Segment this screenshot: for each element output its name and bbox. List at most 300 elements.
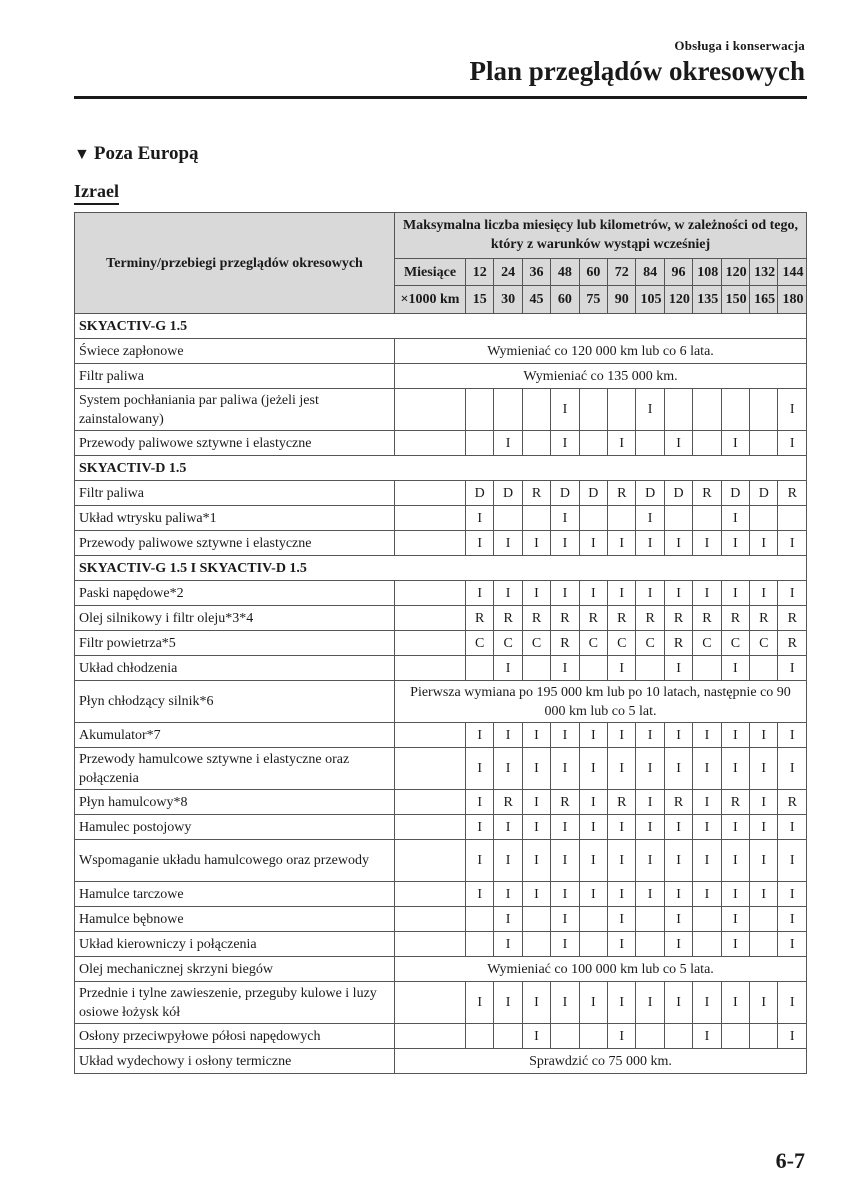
schedule-cell: I <box>551 531 579 556</box>
schedule-cell: D <box>466 481 494 506</box>
schedule-cell <box>579 389 607 431</box>
schedule-cell: R <box>522 606 550 631</box>
schedule-cell: I <box>664 531 692 556</box>
sub-heading: Izrael <box>74 180 119 205</box>
schedule-cell <box>522 389 550 431</box>
schedule-cell: I <box>522 815 550 840</box>
schedule-cell: I <box>636 723 664 748</box>
month-header: 96 <box>664 258 692 286</box>
schedule-cell: I <box>551 581 579 606</box>
schedule-cell: I <box>721 581 749 606</box>
schedule-cell <box>721 389 749 431</box>
km-header: 30 <box>494 286 522 314</box>
schedule-cell: I <box>664 882 692 907</box>
schedule-cell: I <box>750 723 778 748</box>
schedule-cell: I <box>693 581 721 606</box>
schedule-cell: I <box>466 531 494 556</box>
schedule-cell: I <box>466 815 494 840</box>
schedule-cell: R <box>664 790 692 815</box>
schedule-cell: I <box>664 932 692 957</box>
schedule-cell: I <box>608 581 636 606</box>
table-row <box>75 982 807 1024</box>
schedule-cell: I <box>636 748 664 790</box>
schedule-cell <box>579 907 607 932</box>
schedule-cell: I <box>636 882 664 907</box>
schedule-cell <box>750 932 778 957</box>
month-header: 60 <box>579 258 607 286</box>
item-name: Filtr paliwa <box>75 364 395 389</box>
schedule-cell: I <box>778 815 807 840</box>
group-row <box>75 314 807 339</box>
schedule-body <box>75 314 807 1074</box>
empty-cell <box>395 506 466 531</box>
schedule-cell <box>750 656 778 681</box>
schedule-cell: I <box>494 431 522 456</box>
schedule-cell <box>466 389 494 431</box>
schedule-cell: I <box>608 815 636 840</box>
schedule-cell <box>664 389 692 431</box>
table-row <box>75 815 807 840</box>
schedule-cell: I <box>664 581 692 606</box>
schedule-cell: D <box>494 481 522 506</box>
schedule-cell: I <box>579 882 607 907</box>
schedule-cell: R <box>579 606 607 631</box>
schedule-cell <box>522 932 550 957</box>
empty-cell <box>395 790 466 815</box>
schedule-cell: I <box>608 982 636 1024</box>
schedule-cell: I <box>778 581 807 606</box>
table-row <box>75 840 807 882</box>
schedule-cell: D <box>579 481 607 506</box>
schedule-cell: I <box>693 723 721 748</box>
schedule-cell: I <box>494 840 522 882</box>
schedule-cell <box>494 1024 522 1049</box>
group-label: SKYACTIV-G 1.5 I SKYACTIV-D 1.5 <box>75 556 807 581</box>
schedule-cell: R <box>693 606 721 631</box>
schedule-cell: I <box>664 431 692 456</box>
schedule-cell: I <box>494 723 522 748</box>
schedule-cell: I <box>778 1024 807 1049</box>
km-label: ×1000 km <box>395 286 466 314</box>
table-row <box>75 748 807 790</box>
schedule-cell <box>522 431 550 456</box>
schedule-cell <box>750 1024 778 1049</box>
schedule-cell: I <box>551 389 579 431</box>
schedule-cell: I <box>750 790 778 815</box>
schedule-cell <box>608 389 636 431</box>
table-row <box>75 389 807 431</box>
schedule-cell: I <box>494 748 522 790</box>
schedule-cell: I <box>608 932 636 957</box>
item-name: Układ wtrysku paliwa*1 <box>75 506 395 531</box>
schedule-cell: I <box>466 790 494 815</box>
schedule-cell: I <box>778 389 807 431</box>
schedule-cell: I <box>693 815 721 840</box>
table-row <box>75 681 807 723</box>
section-label: Obsługa i konserwacja <box>674 38 805 53</box>
table-row <box>75 932 807 957</box>
schedule-cell <box>466 1024 494 1049</box>
interval-note: Sprawdzić co 75 000 km. <box>395 1049 807 1074</box>
schedule-cell: I <box>579 815 607 840</box>
schedule-cell: D <box>721 481 749 506</box>
schedule-cell: C <box>636 631 664 656</box>
km-header: 150 <box>721 286 749 314</box>
month-header: 36 <box>522 258 550 286</box>
empty-cell <box>395 531 466 556</box>
schedule-cell: I <box>522 840 550 882</box>
schedule-cell: I <box>522 748 550 790</box>
schedule-cell: I <box>522 982 550 1024</box>
schedule-cell <box>693 656 721 681</box>
table-row <box>75 882 807 907</box>
schedule-cell: I <box>522 882 550 907</box>
month-header: 24 <box>494 258 522 286</box>
item-name: Olej silnikowy i filtr oleju*3*4 <box>75 606 395 631</box>
schedule-cell: I <box>522 531 550 556</box>
group-row <box>75 556 807 581</box>
item-name: System pochłaniania par paliwa (jeżeli jest zainstalowany) <box>75 389 395 431</box>
schedule-cell: R <box>721 606 749 631</box>
schedule-cell: I <box>466 506 494 531</box>
schedule-cell: I <box>664 815 692 840</box>
schedule-cell: D <box>750 481 778 506</box>
schedule-cell: I <box>750 882 778 907</box>
empty-cell <box>395 932 466 957</box>
schedule-cell <box>693 932 721 957</box>
schedule-cell: R <box>522 481 550 506</box>
schedule-cell: I <box>778 907 807 932</box>
schedule-cell <box>636 907 664 932</box>
schedule-cell <box>579 431 607 456</box>
schedule-cell: I <box>721 982 749 1024</box>
schedule-cell: I <box>608 723 636 748</box>
top-header: Maksymalna liczba miesięcy lub kilometrów, w zależności od tego, który z warunków wystąpi wcześniej <box>395 213 807 259</box>
item-name: Świece zapłonowe <box>75 339 395 364</box>
empty-cell <box>395 606 466 631</box>
schedule-cell: I <box>721 748 749 790</box>
schedule-cell: I <box>636 389 664 431</box>
schedule-cell <box>579 506 607 531</box>
schedule-cell: D <box>551 481 579 506</box>
empty-cell <box>395 815 466 840</box>
schedule-cell: I <box>778 840 807 882</box>
header-rule <box>74 96 807 99</box>
schedule-cell: I <box>721 882 749 907</box>
empty-cell <box>395 982 466 1024</box>
table-row <box>75 957 807 982</box>
table-row <box>75 431 807 456</box>
schedule-cell: I <box>608 656 636 681</box>
schedule-cell: I <box>636 982 664 1024</box>
schedule-cell: I <box>750 840 778 882</box>
page-number: 6-7 <box>775 1148 805 1173</box>
item-name: Hamulec postojowy <box>75 815 395 840</box>
empty-cell <box>395 431 466 456</box>
schedule-cell: I <box>608 840 636 882</box>
month-header: 120 <box>721 258 749 286</box>
page-title: Plan przeglądów okresowych <box>469 56 805 86</box>
schedule-cell: R <box>778 790 807 815</box>
empty-cell <box>395 481 466 506</box>
item-name: Układ chłodzenia <box>75 656 395 681</box>
schedule-cell: I <box>466 882 494 907</box>
empty-cell <box>395 723 466 748</box>
schedule-cell: I <box>778 882 807 907</box>
schedule-cell: I <box>721 506 749 531</box>
triangle-down-icon: ▼ <box>74 146 90 163</box>
schedule-cell: I <box>579 531 607 556</box>
km-header: 45 <box>522 286 550 314</box>
schedule-cell: I <box>693 982 721 1024</box>
empty-cell <box>395 631 466 656</box>
empty-cell <box>395 656 466 681</box>
schedule-cell: C <box>466 631 494 656</box>
schedule-cell <box>579 932 607 957</box>
empty-cell <box>395 1024 466 1049</box>
months-label: Miesiące <box>395 258 466 286</box>
month-header: 132 <box>750 258 778 286</box>
corner-label: Terminy/przebiegi przeglądów okresowych <box>75 213 395 314</box>
item-name: Przewody hamulcowe sztywne i elastyczne oraz połączenia <box>75 748 395 790</box>
schedule-cell <box>693 431 721 456</box>
schedule-cell: I <box>522 581 550 606</box>
schedule-cell: I <box>579 982 607 1024</box>
schedule-cell <box>466 932 494 957</box>
item-name: Przewody paliwowe sztywne i elastyczne <box>75 531 395 556</box>
schedule-cell <box>466 656 494 681</box>
km-header: 135 <box>693 286 721 314</box>
schedule-cell: R <box>778 606 807 631</box>
schedule-cell: R <box>551 790 579 815</box>
km-header: 180 <box>778 286 807 314</box>
schedule-cell: C <box>721 631 749 656</box>
header-row-top <box>75 213 807 259</box>
schedule-cell: I <box>579 581 607 606</box>
schedule-cell: I <box>750 815 778 840</box>
schedule-cell: I <box>494 982 522 1024</box>
schedule-cell: I <box>750 982 778 1024</box>
km-header: 105 <box>636 286 664 314</box>
schedule-cell <box>693 389 721 431</box>
schedule-cell: I <box>551 723 579 748</box>
schedule-cell: R <box>721 790 749 815</box>
month-header: 48 <box>551 258 579 286</box>
schedule-cell: I <box>664 748 692 790</box>
empty-cell <box>395 581 466 606</box>
schedule-cell: I <box>693 790 721 815</box>
schedule-cell: I <box>778 531 807 556</box>
table-row <box>75 656 807 681</box>
schedule-cell: I <box>664 656 692 681</box>
schedule-cell: I <box>551 748 579 790</box>
schedule-cell: R <box>664 631 692 656</box>
month-header: 72 <box>608 258 636 286</box>
schedule-cell: R <box>494 606 522 631</box>
schedule-cell: I <box>494 932 522 957</box>
schedule-cell: C <box>494 631 522 656</box>
schedule-cell <box>522 907 550 932</box>
schedule-cell: I <box>608 882 636 907</box>
table-row <box>75 606 807 631</box>
month-header: 12 <box>466 258 494 286</box>
table-row <box>75 790 807 815</box>
schedule-cell: C <box>608 631 636 656</box>
item-name: Układ kierowniczy i połączenia <box>75 932 395 957</box>
schedule-cell: I <box>494 882 522 907</box>
maintenance-schedule-table <box>74 212 807 1074</box>
schedule-cell <box>608 506 636 531</box>
schedule-cell: I <box>721 932 749 957</box>
km-header: 90 <box>608 286 636 314</box>
schedule-cell: C <box>522 631 550 656</box>
schedule-cell <box>579 656 607 681</box>
schedule-cell: I <box>636 790 664 815</box>
table-row <box>75 631 807 656</box>
schedule-cell <box>693 506 721 531</box>
schedule-cell: I <box>721 431 749 456</box>
table-row <box>75 531 807 556</box>
item-name: Wspomaganie układu hamulcowego oraz przewody <box>75 840 395 882</box>
table-row <box>75 907 807 932</box>
km-header: 120 <box>664 286 692 314</box>
schedule-cell: I <box>608 907 636 932</box>
schedule-cell: I <box>551 932 579 957</box>
item-name: Układ wydechowy i osłony termiczne <box>75 1049 395 1074</box>
schedule-cell: I <box>778 748 807 790</box>
schedule-cell: I <box>579 748 607 790</box>
item-name: Osłony przeciwpyłowe półosi napędowych <box>75 1024 395 1049</box>
schedule-cell <box>750 431 778 456</box>
schedule-cell: R <box>608 481 636 506</box>
schedule-cell: I <box>721 531 749 556</box>
schedule-cell: I <box>693 531 721 556</box>
schedule-cell: I <box>778 723 807 748</box>
table-row <box>75 364 807 389</box>
schedule-cell: I <box>551 882 579 907</box>
schedule-cell <box>522 656 550 681</box>
schedule-cell: I <box>466 581 494 606</box>
schedule-cell: I <box>778 932 807 957</box>
schedule-cell: I <box>636 840 664 882</box>
table-row <box>75 1024 807 1049</box>
section-heading-text: Poza Europą <box>93 143 199 164</box>
schedule-cell: I <box>664 840 692 882</box>
table-row <box>75 506 807 531</box>
schedule-cell: I <box>551 982 579 1024</box>
table-row <box>75 339 807 364</box>
schedule-cell: C <box>693 631 721 656</box>
schedule-cell: I <box>664 982 692 1024</box>
schedule-cell: C <box>579 631 607 656</box>
schedule-cell <box>721 1024 749 1049</box>
schedule-cell: R <box>778 631 807 656</box>
empty-cell <box>395 882 466 907</box>
schedule-cell: R <box>551 606 579 631</box>
schedule-cell: I <box>721 656 749 681</box>
schedule-cell: R <box>608 606 636 631</box>
section-heading <box>74 143 199 165</box>
schedule-cell <box>466 431 494 456</box>
item-name: Paski napędowe*2 <box>75 581 395 606</box>
schedule-cell: I <box>608 431 636 456</box>
km-header: 75 <box>579 286 607 314</box>
schedule-cell: R <box>494 790 522 815</box>
schedule-cell: I <box>522 1024 550 1049</box>
schedule-cell: I <box>693 748 721 790</box>
month-header: 108 <box>693 258 721 286</box>
month-header: 84 <box>636 258 664 286</box>
schedule-cell: R <box>551 631 579 656</box>
schedule-cell: I <box>551 840 579 882</box>
schedule-cell: I <box>551 907 579 932</box>
schedule-cell: R <box>608 790 636 815</box>
schedule-cell <box>664 1024 692 1049</box>
schedule-cell: I <box>750 748 778 790</box>
schedule-cell <box>494 506 522 531</box>
schedule-cell: I <box>466 840 494 882</box>
item-name: Filtr paliwa <box>75 481 395 506</box>
schedule-cell: I <box>750 581 778 606</box>
item-name: Hamulce tarczowe <box>75 882 395 907</box>
schedule-cell: R <box>693 481 721 506</box>
schedule-cell: I <box>636 506 664 531</box>
schedule-cell <box>551 1024 579 1049</box>
km-header: 165 <box>750 286 778 314</box>
schedule-cell: I <box>579 723 607 748</box>
table-row <box>75 1049 807 1074</box>
schedule-cell: D <box>636 481 664 506</box>
schedule-cell: I <box>693 1024 721 1049</box>
schedule-cell <box>693 907 721 932</box>
empty-cell <box>395 907 466 932</box>
interval-note: Wymieniać co 100 000 km lub co 5 lata. <box>395 957 807 982</box>
schedule-cell: I <box>664 907 692 932</box>
schedule-cell: R <box>636 606 664 631</box>
schedule-cell: I <box>551 815 579 840</box>
empty-cell <box>395 748 466 790</box>
schedule-cell <box>494 389 522 431</box>
schedule-cell <box>664 506 692 531</box>
item-name: Przewody paliwowe sztywne i elastyczne <box>75 431 395 456</box>
schedule-cell: I <box>664 723 692 748</box>
schedule-cell: I <box>466 748 494 790</box>
schedule-cell: I <box>778 656 807 681</box>
schedule-cell <box>636 656 664 681</box>
empty-cell <box>395 389 466 431</box>
schedule-cell <box>466 907 494 932</box>
table-row <box>75 481 807 506</box>
item-name: Hamulce bębnowe <box>75 907 395 932</box>
schedule-cell: R <box>664 606 692 631</box>
item-name: Przednie i tylne zawieszenie, przeguby kulowe i luzy osiowe łożysk kół <box>75 982 395 1024</box>
schedule-cell: I <box>721 723 749 748</box>
schedule-cell: I <box>608 748 636 790</box>
schedule-cell: I <box>579 790 607 815</box>
item-name: Filtr powietrza*5 <box>75 631 395 656</box>
schedule-cell: R <box>466 606 494 631</box>
schedule-cell: I <box>494 581 522 606</box>
schedule-cell: I <box>466 982 494 1024</box>
schedule-cell: I <box>494 531 522 556</box>
month-header: 144 <box>778 258 807 286</box>
schedule-cell: I <box>551 431 579 456</box>
schedule-cell: I <box>636 531 664 556</box>
table-row <box>75 581 807 606</box>
schedule-cell: I <box>750 531 778 556</box>
schedule-cell: I <box>721 907 749 932</box>
schedule-cell: I <box>522 723 550 748</box>
